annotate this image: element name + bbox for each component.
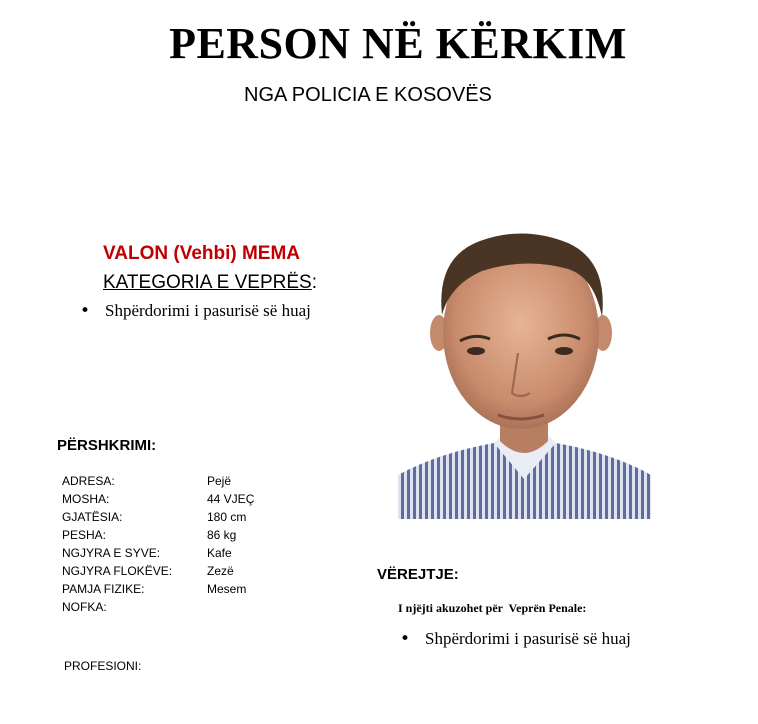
description-row [62,526,254,544]
description-row [62,508,254,526]
offense-list [80,301,311,321]
field-label: NGJYRA FLOKËVE: [62,564,173,578]
description-row [62,490,254,508]
description-row [62,562,254,580]
description-row [62,598,254,616]
field-label: PAMJA FIZIKE: [62,582,145,596]
field-label: ADRESA: [62,474,115,488]
field-label: GJATËSIA: [62,510,123,524]
offense-item: • Shpërdorimi i pasurisë së huaj [80,301,311,321]
field-value: 180 cm [207,510,247,524]
description-heading: PËRSHKRIMI: [57,437,157,454]
description-row [62,472,254,490]
field-value: Mesem [207,582,247,596]
field-label: NGJYRA E SYVE: [62,546,161,560]
field-value [207,598,254,616]
description-table [62,472,254,616]
remarks-heading: VËREJTJE: [377,566,459,583]
person-name: VALON (Vehbi) MEMA [103,243,301,264]
remarks-item: • Shpërdorimi i pasurisë së huaj [400,629,631,649]
field-value: 44 VJEÇ [207,492,255,506]
remarks-list [400,629,631,649]
field-label: PESHA: [62,528,107,542]
field-value: Pejë [207,474,232,488]
field-value: Kafe [207,546,232,560]
page-subtitle: NGA POLICIA E KOSOVËS [244,84,492,106]
field-label: MOSHA: [62,492,110,506]
offense-category-colon: : [311,272,317,293]
page-title: PERSON NË KËRKIM [169,19,627,68]
description-row [62,544,254,562]
offense-category-heading [103,272,317,294]
field-value: Zezë [207,564,234,578]
suspect-photo [398,229,651,519]
field-value: 86 kg [207,528,237,542]
offense-category-label: KATEGORIA E VEPRËS [103,272,312,293]
field-label: NOFKA: [62,600,107,614]
remarks-note: I njëjti akuzohet për Veprën Penale: [398,601,587,615]
profession-label: PROFESIONI: [64,659,142,673]
police-emblem-icon [340,0,400,18]
description-row [62,580,254,598]
